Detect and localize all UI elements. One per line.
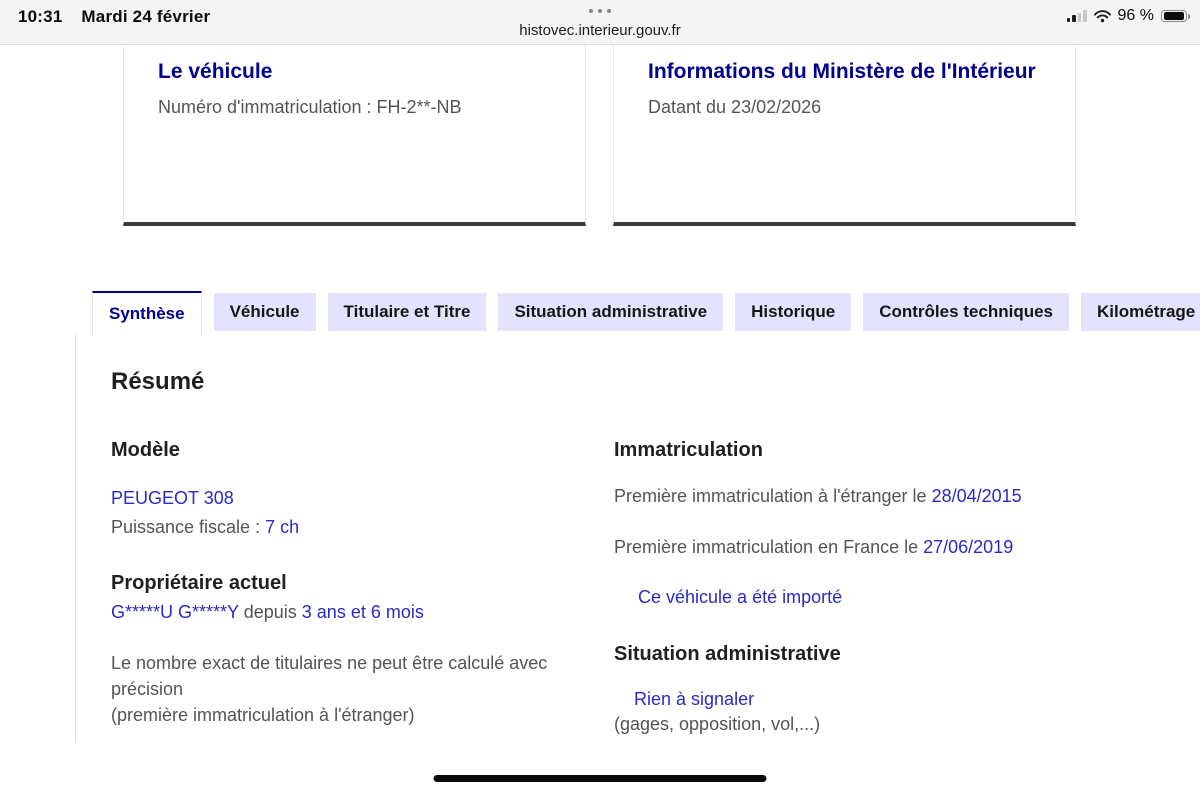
tab-historique[interactable]: Historique xyxy=(735,293,851,331)
tab-situation-administrative[interactable]: Situation administrative xyxy=(498,293,723,331)
situation-status: Rien à signaler xyxy=(634,689,755,709)
summary-left-column xyxy=(111,438,614,736)
vehicle-card-title: Le véhicule xyxy=(158,60,273,83)
header-cards xyxy=(123,45,1200,226)
summary-right-column xyxy=(614,438,1200,736)
owner-duration: 3 ans et 6 mois xyxy=(301,602,424,622)
owner-connector: depuis xyxy=(238,602,302,622)
first-registration-foreign-label: Première immatriculation à l'étranger le xyxy=(614,486,932,506)
tab-controles-techniques[interactable]: Contrôles techniques xyxy=(863,293,1069,331)
summary-columns xyxy=(111,438,1200,736)
first-registration-france-line xyxy=(614,535,1200,559)
owner-note-line1: Le nombre exact de titulaires ne peut être calculé avec précision xyxy=(111,653,548,699)
status-time: 10:31 xyxy=(18,7,63,26)
first-registration-france-label: Première immatriculation en France le xyxy=(614,537,924,557)
situation-note: (gages, opposition, vol,...) xyxy=(614,714,821,734)
home-indicator[interactable] xyxy=(434,775,767,782)
ministry-card-title: Informations du Ministère de l'Intérieur xyxy=(648,60,1036,83)
tab-titulaire-et-titre[interactable]: Titulaire et Titre xyxy=(328,293,487,331)
owner-note-line2: (première immatriculation à l'étranger) xyxy=(111,705,415,725)
report-tabs xyxy=(92,291,1200,335)
first-registration-foreign-line xyxy=(614,484,1200,508)
battery-percentage: 96 % xyxy=(1117,7,1154,24)
report-date-line: Datant du 23/02/2026 xyxy=(648,97,822,117)
pages-dots-icon[interactable] xyxy=(589,9,611,13)
situation-heading: Situation administrative xyxy=(614,643,841,665)
first-registration-france-date: 27/06/2019 xyxy=(923,537,1014,557)
address-bar[interactable]: histovec.interieur.gouv.fr xyxy=(519,22,681,39)
imported-vehicle-note: Ce véhicule a été importé xyxy=(638,587,843,607)
tab-synthese[interactable]: Synthèse xyxy=(92,291,202,335)
fiscal-power-value: 7 ch xyxy=(265,517,300,537)
status-indicators xyxy=(1067,8,1187,24)
battery-icon xyxy=(1161,10,1187,23)
ministry-card xyxy=(613,45,1076,226)
fiscal-power-label: Puissance fiscale : xyxy=(111,517,266,537)
model-value: PEUGEOT 308 xyxy=(111,488,234,508)
owner-heading: Propriétaire actuel xyxy=(111,572,287,594)
owner-note xyxy=(111,650,577,728)
resume-title: Résumé xyxy=(111,368,205,395)
status-date: Mardi 24 février xyxy=(81,7,211,26)
owner-line xyxy=(111,600,614,624)
first-registration-foreign-date: 28/04/2015 xyxy=(931,486,1022,506)
wifi-icon xyxy=(1094,10,1111,23)
browser-chrome xyxy=(0,0,1200,45)
model-heading: Modèle xyxy=(111,439,180,461)
synthese-panel xyxy=(75,335,1200,743)
immatriculation-heading: Immatriculation xyxy=(614,439,763,461)
owner-masked-name: G*****U G*****Y xyxy=(111,602,239,622)
fiscal-power-line xyxy=(111,515,614,539)
registration-number-line: Numéro d'immatriculation : FH-2**-NB xyxy=(158,97,462,117)
tab-kilometrage[interactable]: Kilométrage xyxy=(1081,293,1200,331)
cellular-signal-icon xyxy=(1067,10,1087,22)
histovec-report-page xyxy=(0,45,1200,743)
tab-vehicule[interactable]: Véhicule xyxy=(214,293,316,331)
vehicle-card xyxy=(123,45,586,226)
